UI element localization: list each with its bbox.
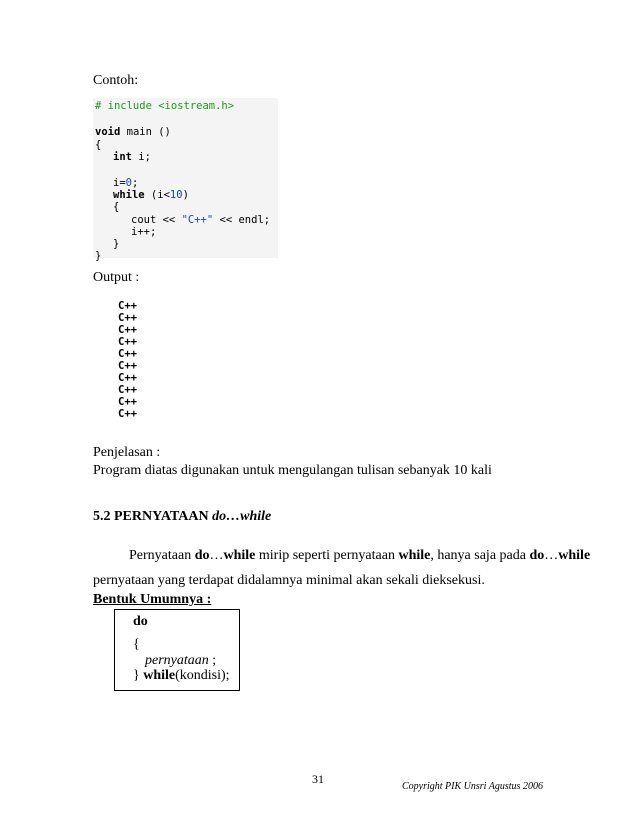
code-close-brace: }	[95, 250, 102, 262]
output-line: C++	[118, 324, 137, 336]
code-inner-open-brace: {	[113, 201, 120, 213]
code-cout-b: << endl;	[213, 214, 271, 226]
paragraph-text: …	[209, 548, 224, 563]
output-line: C++	[118, 396, 137, 408]
syntax-do: do	[133, 614, 148, 629]
code-assign-num: 0	[125, 177, 132, 189]
output-line: C++	[118, 336, 137, 348]
paragraph-line-2: pernyataan yang terdapat didalamnya minimal akan sekali dieksekusi.	[93, 573, 485, 588]
code-while-a: (i<	[144, 189, 170, 201]
code-inner-close-brace: }	[113, 238, 120, 250]
code-declaration	[113, 151, 151, 163]
output-label: Output :	[93, 270, 140, 285]
section-title-italic: do…while	[212, 509, 272, 524]
output-line: C++	[118, 384, 137, 396]
syntax-box	[114, 609, 240, 691]
code-cout	[131, 214, 270, 226]
syntax-statement	[145, 653, 216, 669]
output-line: C++	[118, 408, 137, 420]
code-main	[95, 126, 171, 138]
code-increment: i++;	[131, 226, 157, 238]
code-assign-a: i=	[113, 177, 126, 189]
paragraph-line-1	[129, 548, 590, 564]
code-main-rest: main ()	[120, 126, 171, 138]
code-keyword-void: void	[95, 126, 121, 138]
syntax-condition: (kondisi);	[175, 668, 230, 683]
code-while	[113, 189, 189, 201]
paragraph-keyword: while	[398, 548, 431, 563]
code-open-brace: {	[95, 139, 102, 151]
paragraph-text: mirip seperti pernyataan	[255, 548, 399, 563]
paragraph-text: Pernyataan	[129, 548, 195, 563]
syntax-statement-text: pernyataan	[145, 653, 209, 668]
explanation-text: Program diatas digunakan untuk mengulangan tulisan sebanyak 10 kali	[93, 463, 492, 478]
output-line: C++	[118, 360, 137, 372]
code-include: # include <iostream.h>	[95, 100, 235, 112]
code-keyword-while: while	[113, 189, 145, 201]
code-cout-a: cout <<	[131, 214, 182, 226]
syntax-statement-rest: ;	[208, 653, 217, 668]
syntax-while-keyword: while	[143, 668, 176, 683]
code-assignment	[113, 177, 138, 189]
syntax-close-brace: }	[133, 668, 144, 683]
paragraph-text: , hanya saja pada	[430, 548, 530, 563]
section-title: 5.2 PERNYATAAN	[93, 509, 213, 524]
output-line: C++	[118, 348, 137, 360]
paragraph-keyword: do	[529, 548, 545, 563]
paragraph-keyword: while	[558, 548, 591, 563]
code-assign-b: ;	[131, 177, 139, 189]
section-heading	[93, 509, 271, 525]
copyright-footer: Copyright PIK Unsri Agustus 2006	[402, 781, 543, 792]
code-int-rest: i;	[131, 151, 151, 163]
explanation-label: Penjelasan :	[93, 445, 161, 460]
page-number: 31	[312, 772, 324, 786]
output-line: C++	[118, 300, 137, 312]
code-block	[93, 98, 278, 262]
output-line: C++	[118, 312, 137, 324]
example-label: Contoh:	[93, 73, 139, 88]
syntax-while	[133, 668, 230, 684]
paragraph-keyword: do	[194, 548, 210, 563]
code-while-num: 10	[169, 189, 183, 201]
output-line: C++	[118, 372, 137, 384]
syntax-open-brace: {	[133, 637, 140, 652]
code-cout-str: "C++"	[181, 214, 214, 226]
code-while-b: )	[182, 189, 189, 201]
paragraph-text: …	[544, 548, 559, 563]
code-keyword-int: int	[113, 151, 132, 163]
paragraph-keyword: while	[223, 548, 256, 563]
general-form-label: Bentuk Umumnya :	[93, 592, 212, 607]
